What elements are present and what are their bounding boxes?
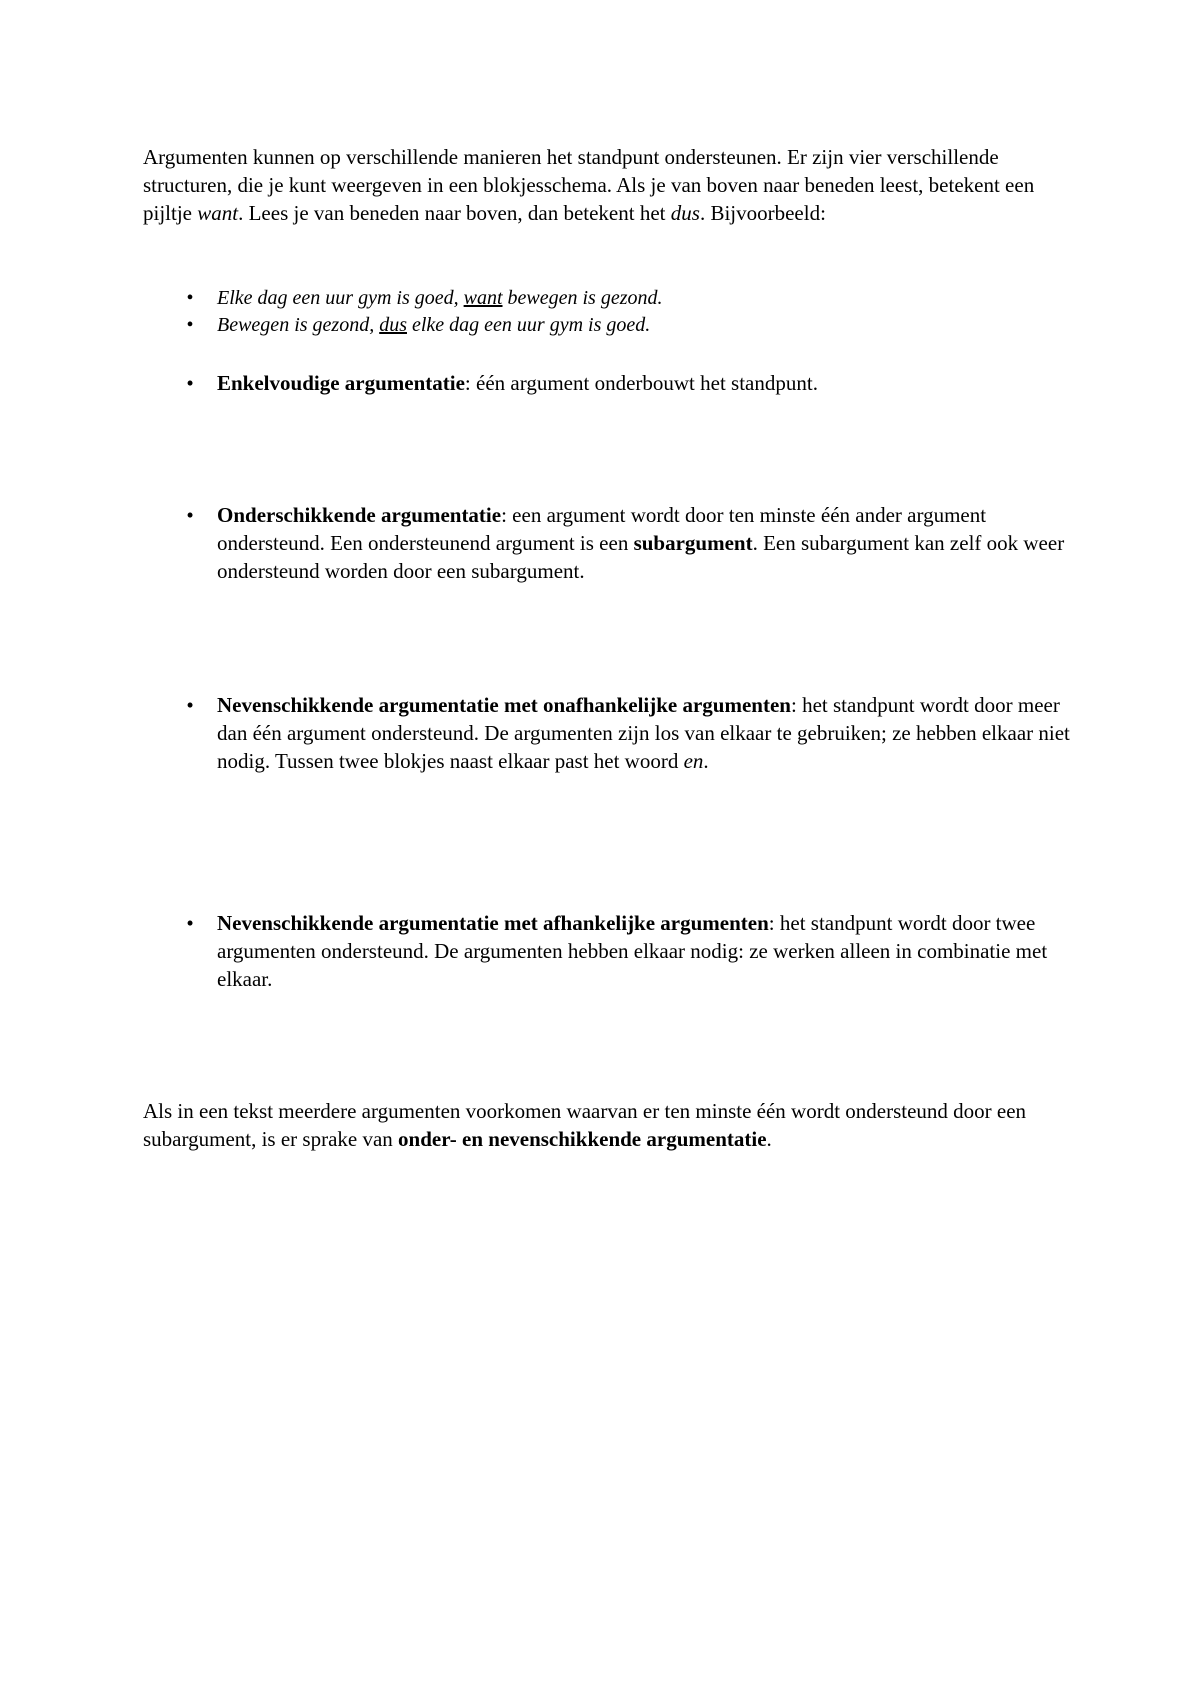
term-onderschikkend: Onderschikkende argumentatie — [217, 503, 502, 527]
term-nevenschikkend-afhankelijk: Nevenschikkende argumentatie met afhankelijke argumenten — [217, 911, 769, 935]
type-onderschikkend — [143, 501, 1083, 585]
example-text: elke dag een uur gym is goed. — [406, 314, 651, 336]
intro-dus-word: dus — [670, 201, 700, 225]
intro-text-1: Argumenten kunnen op verschillende manieren het standpunt ondersteunen. Er zijn vier verschillende structuren, die je kunt weergeven in een blokjesschema. Als je van boven naar beneden leest, betekent een pijltje — [143, 145, 1035, 225]
bullet-icon: • — [186, 287, 194, 309]
example-item-dus — [143, 312, 1083, 339]
example-list — [143, 285, 1083, 339]
example-underlined-word: want — [463, 287, 503, 309]
list-item — [143, 691, 1083, 775]
intro-paragraph — [143, 143, 1083, 227]
bullet-icon: • — [186, 503, 194, 527]
example-text: Bewegen is gezond, — [217, 314, 380, 336]
example-text: bewegen is gezond. — [502, 287, 663, 309]
definition-text: . — [703, 749, 709, 773]
list-item — [143, 501, 1083, 585]
intro-text-2: . Lees je van beneden naar boven, dan betekent het — [238, 201, 671, 225]
closing-text: Als in een tekst meerdere argumenten voorkomen waarvan er ten minste één wordt ondersteund door een subargument, is er sprake van — [143, 1099, 1027, 1151]
en-word: en — [683, 749, 704, 773]
bullet-icon: • — [186, 371, 194, 395]
term-enkelvoudig: Enkelvoudige argumentatie — [217, 371, 465, 395]
closing-paragraph — [143, 1097, 1083, 1153]
term-subargument: subargument — [633, 531, 753, 555]
intro-want-word: want — [197, 201, 239, 225]
term-onder-en-nevenschikkend: onder- en nevenschikkende argumentatie — [398, 1127, 767, 1151]
type-enkelvoudig — [143, 369, 1083, 397]
list-item — [143, 369, 1083, 397]
definition-text: : één argument onderbouwt het standpunt. — [464, 371, 818, 395]
bullet-icon: • — [186, 911, 194, 935]
type-nevenschikkend-afhankelijk — [143, 909, 1083, 993]
definition-text: : een argument wordt door ten minste één ander argument ondersteund. Een ondersteunend argument is een — [217, 503, 987, 555]
example-underlined-word: dus — [379, 314, 407, 336]
definition-text: : het standpunt wordt door meer dan één argument ondersteund. De argumenten zijn los van elkaar te gebruiken; ze hebben elkaar niet nodig. Tussen twee blokjes naast elkaar past het woord — [217, 693, 1070, 773]
bullet-icon: • — [186, 693, 194, 717]
definition-text: : het standpunt wordt door twee argumenten ondersteund. De argumenten hebben elkaar nodig: ze werken alleen in combinatie met elkaar. — [217, 911, 1048, 991]
term-nevenschikkend-onafhankelijk: Nevenschikkende argumentatie met onafhankelijke argumenten — [217, 693, 791, 717]
bullet-icon: • — [186, 314, 194, 336]
example-item-want — [143, 285, 1083, 312]
definition-text: . Een subargument kan zelf ook weer ondersteund worden door een subargument. — [217, 531, 1065, 583]
type-nevenschikkend-onafhankelijk — [143, 691, 1083, 775]
intro-text-3: . Bijvoorbeeld: — [699, 201, 826, 225]
closing-end: . — [766, 1127, 772, 1151]
list-item — [143, 909, 1083, 993]
example-text: Elke dag een uur gym is goed, — [217, 287, 464, 309]
